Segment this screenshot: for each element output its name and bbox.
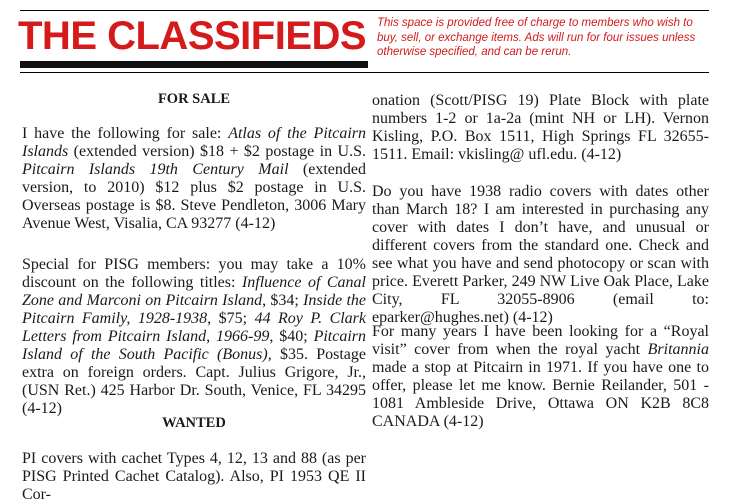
- heading-wanted: WANTED: [162, 415, 226, 431]
- ad-text: onation (Scott/PISG 19) Plate Block with plate numbers 1-2 or 1a-2a (mint NH or LH). Vernon Kisling, P.O. Box 1511, High Springs FL 32655-1511. Email: vkisling@ ufl.edu. (4-12): [372, 92, 709, 163]
- ad-italic-title: Pitcairn Islands 19th Century Mail: [22, 161, 289, 178]
- ad-text: , $35. Postage extra on foreign orders. Capt. Julius Grigore, Jr., (USN Ret.) 425 Harbor Dr. South, Venice, FL 34295 (4-12): [22, 346, 366, 417]
- top-rule: [20, 10, 709, 11]
- ad-italic-title: Atlas of the Pitcairn Islands: [22, 125, 366, 160]
- ad-italic-title: Inside the Pitcairn Family, 1928-1938: [22, 292, 366, 327]
- ad-text: I have the following for sale:: [22, 125, 229, 142]
- intro-note: This space is provided free of charge to members who wish to buy, sell, or exchange items. Ads will run for four issues unless otherwise specified, and can be rerun.: [377, 17, 696, 58]
- header-rule: [20, 72, 709, 73]
- ad-cachet-covers-part1: [22, 450, 366, 504]
- ad-italic-title: Influence of Canal Zone and Marconi on Pitcairn Island: [22, 274, 366, 309]
- ad-text: (extended version) $18 + $2 postage in U.S.: [68, 143, 366, 160]
- ad-text: made a stop at Pitcairn in 1971. If you have one to offer, please let me know. Bernie Reilander, 501 - 1081 Ambleside Drive, Ottawa ON K2B 8C8 CANADA (4-12): [372, 359, 709, 430]
- ad-text: , $40;: [269, 328, 314, 345]
- title-underline-bar: [20, 61, 368, 68]
- ad-text: (extended version, to 2010) $12 plus $2 postage in U.S. Overseas postage is $8. Steve Pendleton, 3006 Mary Avenue West, Visalia, CA 93277 (4-12): [22, 161, 367, 232]
- ad-radio-covers: [372, 183, 709, 327]
- ad-text: For many years I have been looking for a “Royal visit” cover from when the royal yacht: [372, 323, 709, 358]
- ad-pisg-discount: [22, 256, 366, 418]
- ad-text: , $75;: [207, 310, 255, 327]
- ad-cachet-covers-part2: [372, 92, 709, 164]
- ad-royal-visit: [372, 323, 709, 431]
- ad-text: Do you have 1938 radio covers with dates other than March 18? I am interested in purchasing any cover with dates I don’t have, and unusual or different covers from the standard one. Check and see what you have and send photocopy or scan with price. Everett Parker, 249 NW Live Oak Place, Lake City, FL 32055-8906 (email to: eparker@hughes.net) (4-12): [372, 183, 709, 326]
- ad-text: , $34;: [262, 292, 304, 309]
- ad-italic-title: 44 Roy P. Clark Letters from Pitcairn Island, 1966-99: [22, 310, 367, 345]
- ad-italic-title: Britannia: [647, 341, 709, 358]
- ad-atlas-sale: [22, 125, 366, 233]
- ad-text: Special for PISG members: you may take a 10% discount on the following titles:: [22, 256, 366, 291]
- ad-italic-title: Pitcairn Island of the South Pacific (Bonus): [22, 328, 366, 363]
- heading-for-sale: FOR SALE: [157, 91, 231, 107]
- ad-text: PI covers with cachet Types 4, 12, 13 and 88 (as per PISG Printed Cachet Catalog). Also, PI 1953 QE II Cor-: [22, 450, 366, 503]
- masthead-title: THE CLASSIFIEDS: [18, 14, 367, 58]
